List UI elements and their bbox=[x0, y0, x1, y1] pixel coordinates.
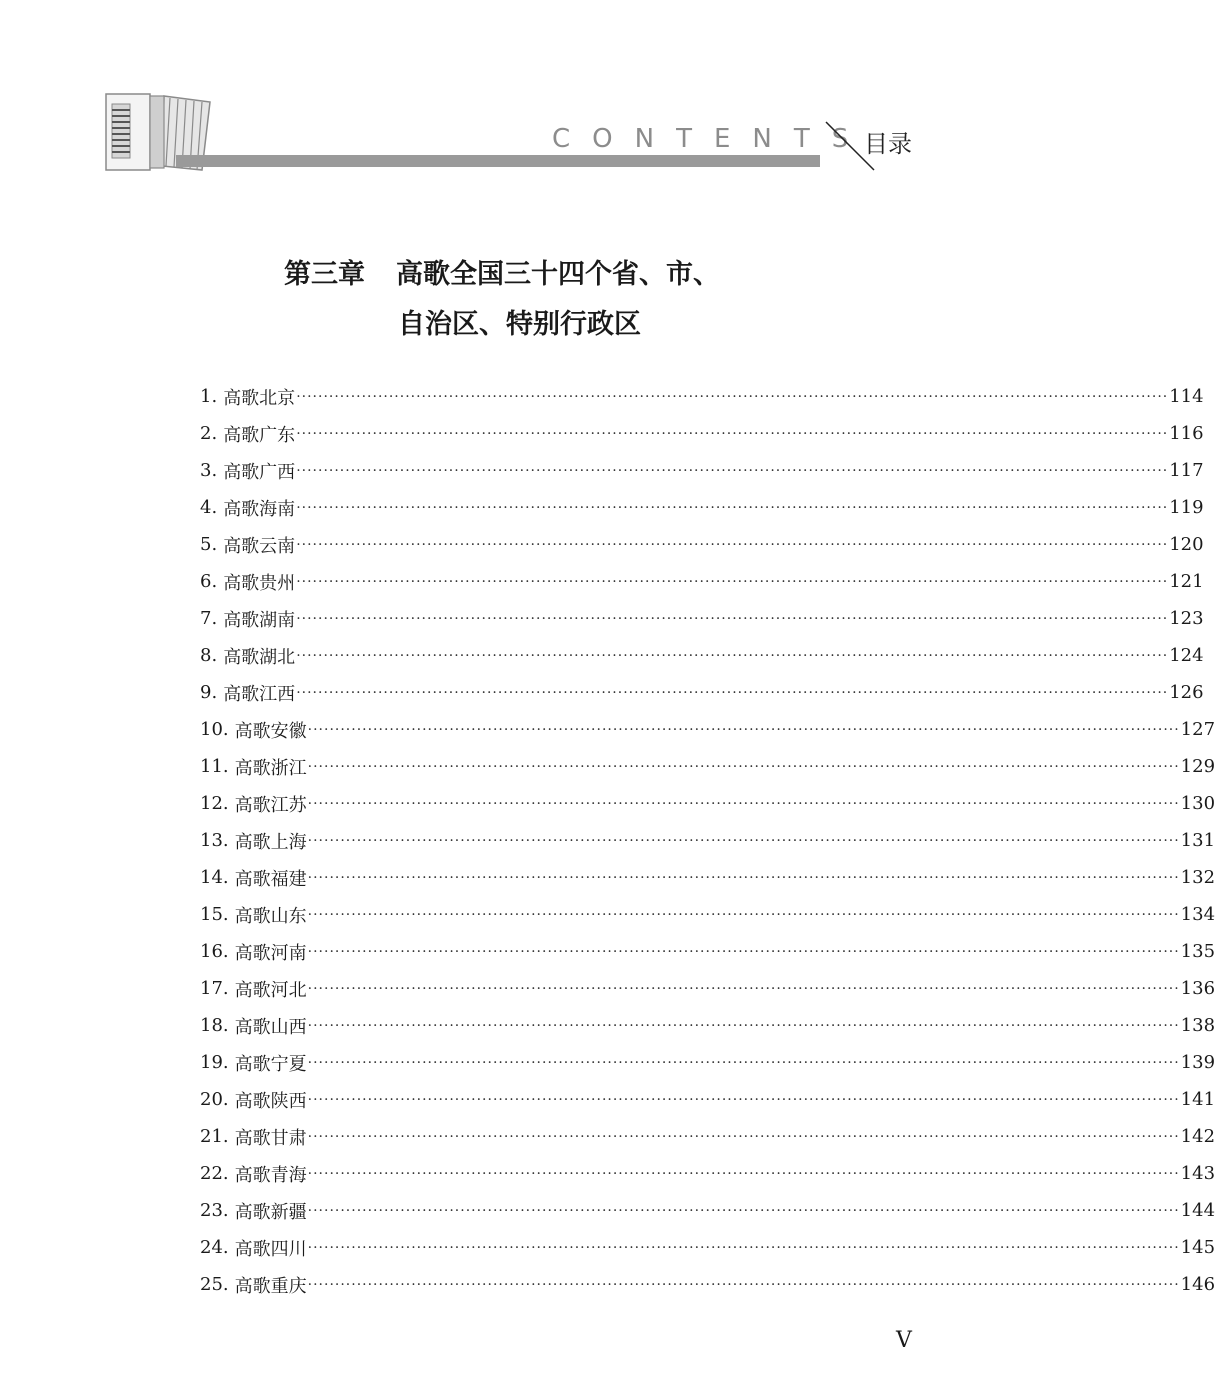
dot-leader: ································································································································································ bbox=[307, 1128, 1180, 1145]
dot-leader: ································································································································································ bbox=[296, 536, 1169, 553]
chapter-title-line1: 高歌全国三十四个省、市、 bbox=[396, 259, 720, 290]
page-header bbox=[0, 0, 1000, 200]
toc-entry-title: 高歌海南 bbox=[223, 498, 296, 520]
toc-entry-number: 21. bbox=[200, 1126, 229, 1147]
toc-entry[interactable] bbox=[200, 1266, 1215, 1303]
toc-entry[interactable] bbox=[200, 785, 1215, 822]
dot-leader: ································································································································································ bbox=[296, 425, 1169, 442]
dot-leader: ································································································································································ bbox=[307, 906, 1180, 923]
toc-entry-page: 142 bbox=[1180, 1126, 1215, 1147]
toc-entry-number: 9. bbox=[200, 682, 218, 703]
toc-entry-title: 高歌宁夏 bbox=[234, 1053, 307, 1075]
toc-entry-title: 高歌广西 bbox=[223, 461, 296, 483]
toc-entry-title: 高歌广东 bbox=[223, 424, 296, 446]
toc-entry-title: 高歌青海 bbox=[234, 1164, 307, 1186]
toc-entry-number: 20. bbox=[200, 1089, 229, 1110]
dot-leader: ································································································································································ bbox=[296, 647, 1169, 664]
mulu-label: 目录 bbox=[864, 130, 912, 158]
toc-entry-title: 高歌云南 bbox=[223, 535, 296, 557]
dot-leader: ································································································································································ bbox=[307, 1017, 1180, 1034]
toc-entry-page: 134 bbox=[1180, 904, 1215, 925]
toc-entry[interactable] bbox=[200, 1155, 1215, 1192]
toc-entry-title: 高歌贵州 bbox=[223, 572, 296, 594]
toc-entry-page: 123 bbox=[1169, 608, 1204, 629]
toc-entry[interactable] bbox=[200, 378, 1204, 415]
toc-entry-title: 高歌江西 bbox=[223, 683, 296, 705]
dot-leader: ································································································································································ bbox=[296, 462, 1169, 479]
toc-entry-number: 17. bbox=[200, 978, 229, 999]
header-bar bbox=[176, 155, 820, 167]
toc-entry[interactable] bbox=[200, 933, 1215, 970]
dot-leader: ································································································································································ bbox=[307, 1276, 1180, 1293]
toc-entry-title: 高歌四川 bbox=[234, 1238, 307, 1260]
dot-leader: ································································································································································ bbox=[307, 795, 1180, 812]
toc-entry[interactable] bbox=[200, 1192, 1215, 1229]
toc-entry-title: 高歌安徽 bbox=[234, 720, 307, 742]
toc-entry-page: 130 bbox=[1180, 793, 1215, 814]
toc-entry-title: 高歌湖北 bbox=[223, 646, 296, 668]
toc-entry-page: 129 bbox=[1180, 756, 1215, 777]
toc-entry[interactable] bbox=[200, 674, 1204, 711]
toc-entry-number: 2. bbox=[200, 423, 218, 444]
toc-entry[interactable] bbox=[200, 1229, 1215, 1266]
toc-entry[interactable] bbox=[200, 489, 1204, 526]
toc-entry-number: 6. bbox=[200, 571, 218, 592]
dot-leader: ································································································································································ bbox=[307, 943, 1180, 960]
toc-entry-title: 高歌浙江 bbox=[234, 757, 307, 779]
toc-entry[interactable] bbox=[200, 896, 1215, 933]
toc-entry-page: 127 bbox=[1180, 719, 1215, 740]
toc-entry[interactable] bbox=[200, 822, 1215, 859]
dot-leader: ································································································································································ bbox=[296, 610, 1169, 627]
toc-entry-number: 13. bbox=[200, 830, 229, 851]
toc-entry-number: 5. bbox=[200, 534, 218, 555]
toc-entry-title: 高歌湖南 bbox=[223, 609, 296, 631]
dot-leader: ································································································································································ bbox=[307, 758, 1180, 775]
toc-entry-page: 143 bbox=[1180, 1163, 1215, 1184]
toc-entry-page: 114 bbox=[1169, 386, 1204, 407]
toc-entry-page: 141 bbox=[1180, 1089, 1215, 1110]
toc-entry-number: 18. bbox=[200, 1015, 229, 1036]
dot-leader: ································································································································································ bbox=[307, 832, 1180, 849]
toc-entry[interactable] bbox=[200, 452, 1204, 489]
toc-entry[interactable] bbox=[200, 859, 1215, 896]
toc-entry[interactable] bbox=[200, 711, 1215, 748]
dot-leader: ································································································································································ bbox=[307, 1202, 1180, 1219]
toc-entry-number: 8. bbox=[200, 645, 218, 666]
toc-entry[interactable] bbox=[200, 970, 1215, 1007]
toc-entry-number: 16. bbox=[200, 941, 229, 962]
toc-entry[interactable] bbox=[200, 600, 1204, 637]
dot-leader: ································································································································································ bbox=[296, 684, 1169, 701]
toc-entry[interactable] bbox=[200, 1007, 1215, 1044]
page-number: V bbox=[896, 1328, 912, 1353]
toc-entry-number: 4. bbox=[200, 497, 218, 518]
toc-entry-number: 14. bbox=[200, 867, 229, 888]
toc-entry[interactable] bbox=[200, 637, 1204, 674]
toc-entry-title: 高歌福建 bbox=[234, 868, 307, 890]
toc-entry-number: 3. bbox=[200, 460, 218, 481]
toc-entry-title: 高歌甘肃 bbox=[234, 1127, 307, 1149]
toc-entry-page: 146 bbox=[1180, 1274, 1215, 1295]
dot-leader: ································································································································································ bbox=[307, 980, 1180, 997]
toc-entry-page: 138 bbox=[1180, 1015, 1215, 1036]
toc-entry-number: 7. bbox=[200, 608, 218, 629]
dot-leader: ································································································································································ bbox=[296, 573, 1169, 590]
toc-entry-page: 131 bbox=[1180, 830, 1215, 851]
toc-entry-page: 116 bbox=[1169, 423, 1204, 444]
toc-entry-title: 高歌上海 bbox=[234, 831, 307, 853]
dot-leader: ································································································································································ bbox=[307, 1091, 1180, 1108]
toc-entry-page: 117 bbox=[1169, 460, 1204, 481]
toc-entry[interactable] bbox=[200, 1081, 1215, 1118]
toc-entry-page: 139 bbox=[1180, 1052, 1215, 1073]
dot-leader: ································································································································································ bbox=[296, 499, 1169, 516]
toc-entry[interactable] bbox=[200, 1044, 1215, 1081]
toc-entry-title: 高歌山西 bbox=[234, 1016, 307, 1038]
toc-entry[interactable] bbox=[200, 563, 1204, 600]
table-of-contents bbox=[200, 378, 1215, 1303]
toc-entry-number: 15. bbox=[200, 904, 229, 925]
dot-leader: ································································································································································ bbox=[307, 1165, 1180, 1182]
toc-entry-page: 126 bbox=[1169, 682, 1204, 703]
toc-entry-number: 25. bbox=[200, 1274, 229, 1295]
toc-entry-number: 22. bbox=[200, 1163, 229, 1184]
toc-entry-number: 24. bbox=[200, 1237, 229, 1258]
toc-entry-page: 124 bbox=[1169, 645, 1204, 666]
dot-leader: ································································································································································ bbox=[307, 1054, 1180, 1071]
toc-entry-title: 高歌重庆 bbox=[234, 1275, 307, 1297]
toc-entry[interactable] bbox=[200, 748, 1215, 785]
toc-entry-title: 高歌新疆 bbox=[234, 1201, 307, 1223]
toc-entry-number: 11. bbox=[200, 756, 229, 777]
toc-entry[interactable] bbox=[200, 415, 1204, 452]
toc-entry-number: 12. bbox=[200, 793, 229, 814]
toc-entry[interactable] bbox=[200, 1118, 1215, 1155]
dot-leader: ································································································································································ bbox=[307, 721, 1180, 738]
toc-entry-number: 1. bbox=[200, 386, 218, 407]
chapter-title-line2: 自治区、特别行政区 bbox=[398, 309, 641, 340]
toc-entry-page: 145 bbox=[1180, 1237, 1215, 1258]
toc-entry-page: 136 bbox=[1180, 978, 1215, 999]
toc-entry[interactable] bbox=[200, 526, 1204, 563]
chapter-label: 第三章 bbox=[284, 259, 365, 290]
toc-entry-page: 132 bbox=[1180, 867, 1215, 888]
toc-entry-page: 121 bbox=[1169, 571, 1204, 592]
toc-entry-title: 高歌江苏 bbox=[234, 794, 307, 816]
toc-entry-title: 高歌北京 bbox=[223, 387, 296, 409]
dot-leader: ································································································································································ bbox=[296, 388, 1169, 405]
toc-entry-title: 高歌山东 bbox=[234, 905, 307, 927]
toc-entry-number: 23. bbox=[200, 1200, 229, 1221]
toc-entry-page: 120 bbox=[1169, 534, 1204, 555]
toc-entry-page: 119 bbox=[1169, 497, 1204, 518]
toc-entry-page: 135 bbox=[1180, 941, 1215, 962]
contents-label: CONTENTS bbox=[552, 124, 871, 154]
toc-entry-title: 高歌陕西 bbox=[234, 1090, 307, 1112]
toc-entry-title: 高歌河北 bbox=[234, 979, 307, 1001]
toc-entry-number: 19. bbox=[200, 1052, 229, 1073]
dot-leader: ································································································································································ bbox=[307, 869, 1180, 886]
toc-entry-page: 144 bbox=[1180, 1200, 1215, 1221]
toc-entry-title: 高歌河南 bbox=[234, 942, 307, 964]
toc-entry-number: 10. bbox=[200, 719, 229, 740]
dot-leader: ································································································································································ bbox=[307, 1239, 1180, 1256]
